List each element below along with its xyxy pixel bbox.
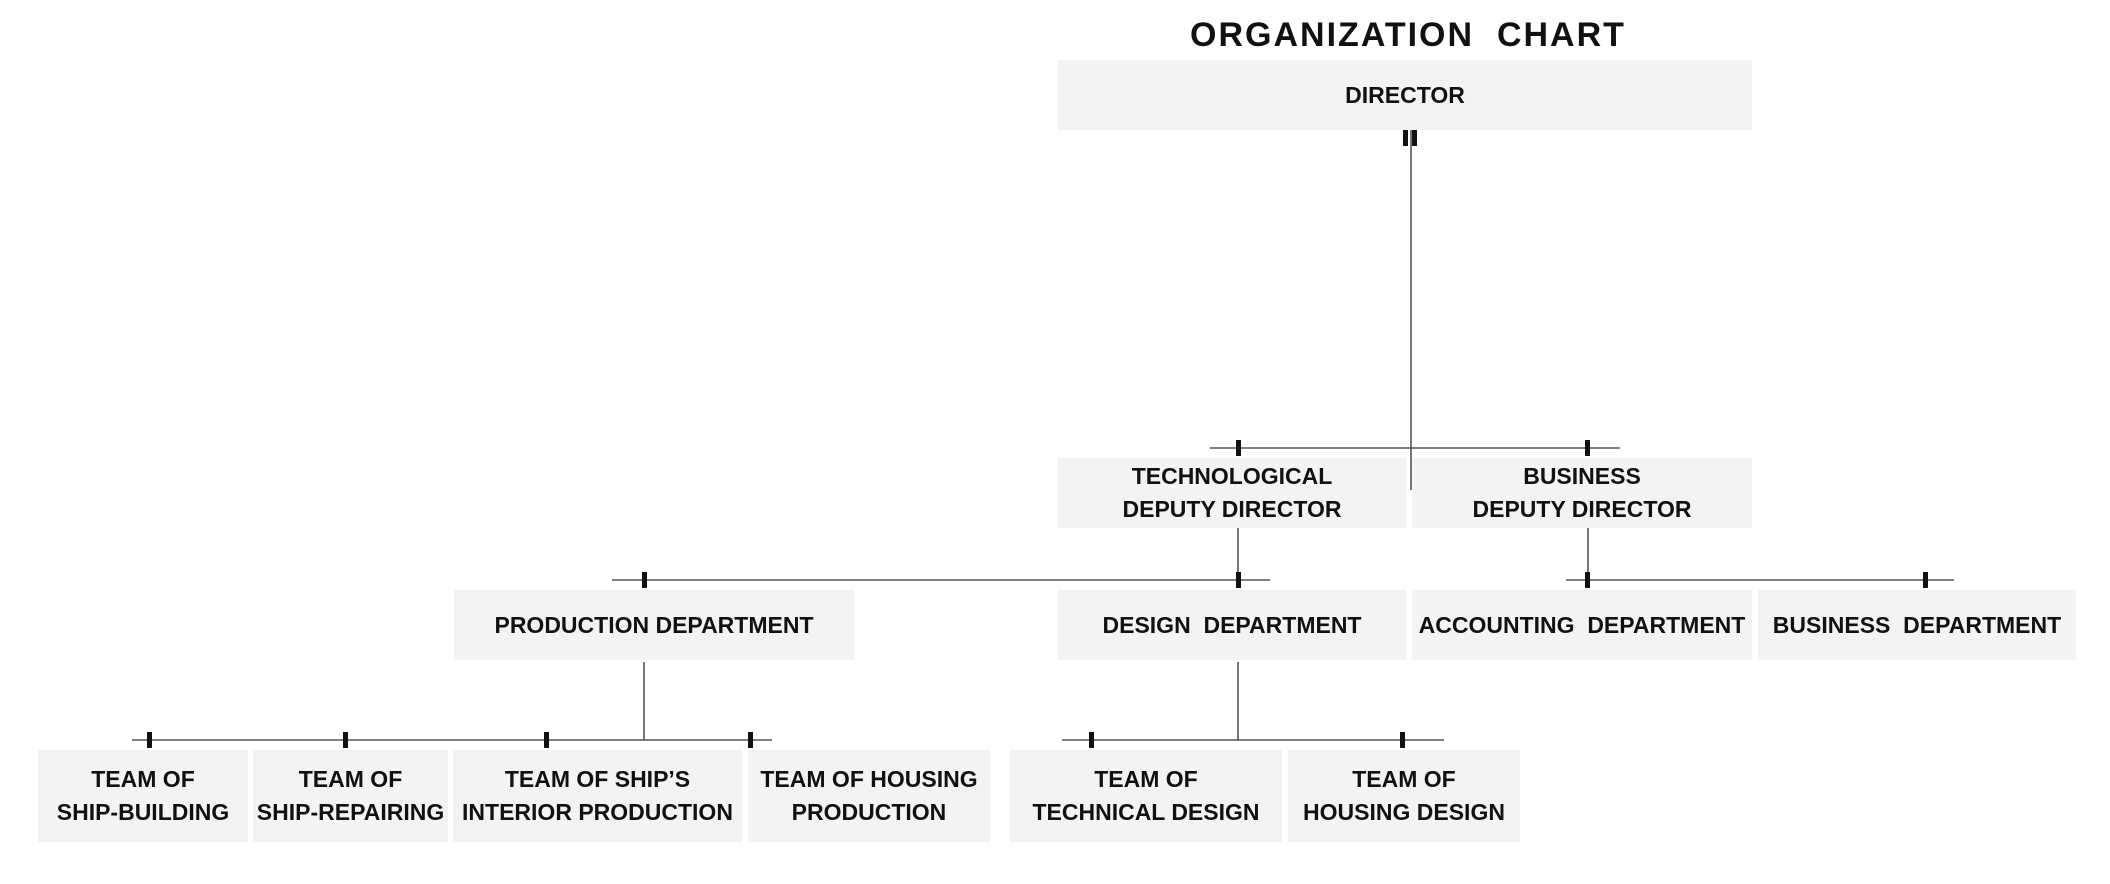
tick-director-right [1412, 130, 1417, 146]
node-director: DIRECTOR [1058, 60, 1752, 130]
tick-team-interior [544, 732, 549, 748]
tick-team-shipbuilding [147, 732, 152, 748]
node-team-interior-production: TEAM OF SHIP’S INTERIOR PRODUCTION [453, 750, 742, 842]
node-team-ship-repairing: TEAM OF SHIP-REPAIRING [253, 750, 448, 842]
tick-business-dept [1923, 572, 1928, 588]
tick-accounting-dept [1585, 572, 1590, 588]
tick-design-dept [1236, 572, 1241, 588]
tick-director-left [1403, 130, 1408, 146]
node-accounting-department: ACCOUNTING DEPARTMENT [1412, 590, 1752, 660]
tick-production-dept [642, 572, 647, 588]
chart-title: ORGANIZATION CHART [1190, 16, 1626, 54]
node-technological-deputy-director: TECHNOLOGICAL DEPUTY DIRECTOR [1058, 458, 1406, 528]
tick-business-deputy [1585, 440, 1590, 456]
tick-team-tech-design [1089, 732, 1094, 748]
node-team-housing-design: TEAM OF HOUSING DESIGN [1288, 750, 1520, 842]
tick-team-housing-design [1400, 732, 1405, 748]
tick-tech-deputy [1236, 440, 1241, 456]
node-business-department: BUSINESS DEPARTMENT [1758, 590, 2076, 660]
tick-team-shiprepairing [343, 732, 348, 748]
tick-team-housing-prod [748, 732, 753, 748]
node-team-housing-production: TEAM OF HOUSING PRODUCTION [748, 750, 990, 842]
node-team-ship-building: TEAM OF SHIP-BUILDING [38, 750, 248, 842]
node-design-department: DESIGN DEPARTMENT [1058, 590, 1406, 660]
node-production-department: PRODUCTION DEPARTMENT [454, 590, 854, 660]
node-business-deputy-director: BUSINESS DEPUTY DIRECTOR [1412, 458, 1752, 528]
node-team-technical-design: TEAM OF TECHNICAL DESIGN [1010, 750, 1282, 842]
